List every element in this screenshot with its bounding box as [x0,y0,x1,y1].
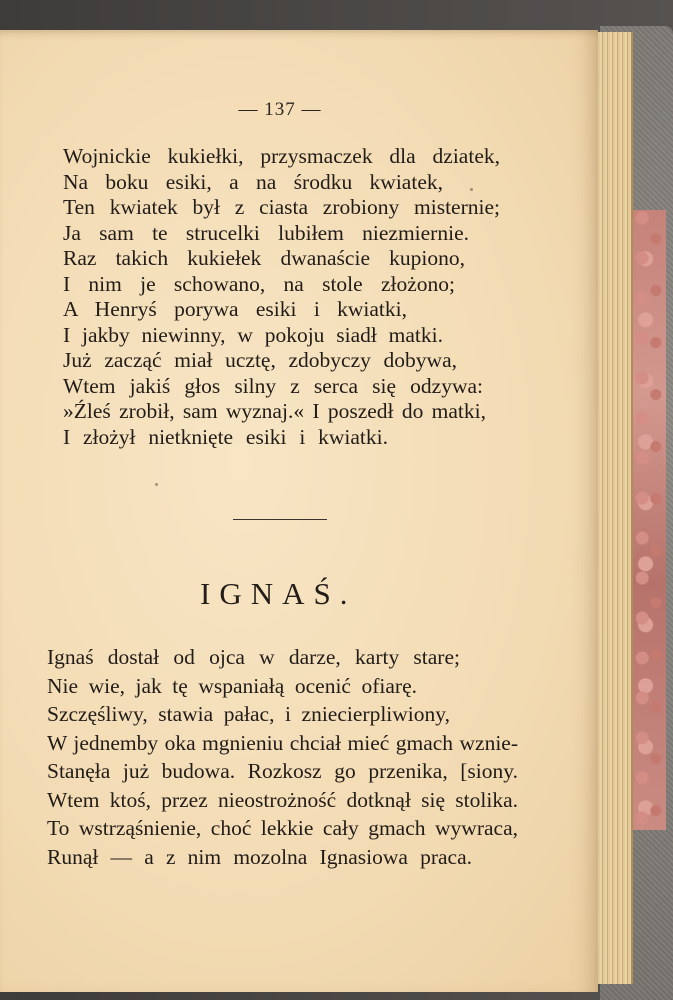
poem-line: Stanęła już budowa. Rozkosz go przenika, [siony. [47,759,518,783]
section-divider [233,519,327,520]
poem-line: Wtem jakiś głos silny z serca się odzywa: [63,373,483,398]
poem-line: Ten kwiatek był z ciasta zrobiony misternie; [63,195,500,219]
poem-line: I nim je schowano, na stole złożono; [63,271,455,296]
paper-speck [155,483,158,486]
poem-line: Ja sam te strucelki lubiłem niezmiernie. [63,220,469,245]
poem-line: I złożył nietknięte esiki i kwiatki. [63,424,388,449]
poem-line: Wtem ktoś, przez nieostrożność dotknął się stolika. [47,787,518,812]
poem-line: W jednemby oka mgnieniu chciał mieć gmach wznie- [47,730,518,755]
poem-line: A Henryś porywa esiki i kwiatki, [63,297,407,321]
poem-stanza [47,643,518,871]
poem-line: Runął — a z nim mozolna Ignasiowa praca. [47,844,472,869]
poem-line: Już zacząć miał ucztę, zdobyczy dobywa, [63,348,457,372]
page-number: — 137 — [238,99,322,120]
poem-line: Ignaś dostał od ojca w darze, karty stare; [47,645,460,669]
poem-line: Szczęśliwy, stawia pałac, i zniecierpliwiony, [47,702,450,726]
poem-line: »Źleś zrobił, sam wyznaj.« I poszedł do matki, [63,399,486,423]
poem-line: I jakby niewinny, w pokoju siadł matki. [63,322,443,347]
marbled-page-edge [632,210,666,830]
poem-line: To wstrząśnienie, choć lekkie cały gmach wywraca, [47,816,518,840]
poem-stanza [63,144,500,450]
poem-title: IGNAŚ. [200,576,357,611]
paper-speck [470,188,473,191]
poem-line: Nie wie, jak tę wspaniałą ocenić ofiarę. [47,673,417,698]
poem-line: Wojnickie kukiełki, przysmaczek dla dziatek, [63,144,500,168]
poem-line: Na boku esiki, a na środku kwiatek, [63,169,443,194]
poem-line: Raz takich kukiełek dwanaście kupiono, [63,246,465,270]
